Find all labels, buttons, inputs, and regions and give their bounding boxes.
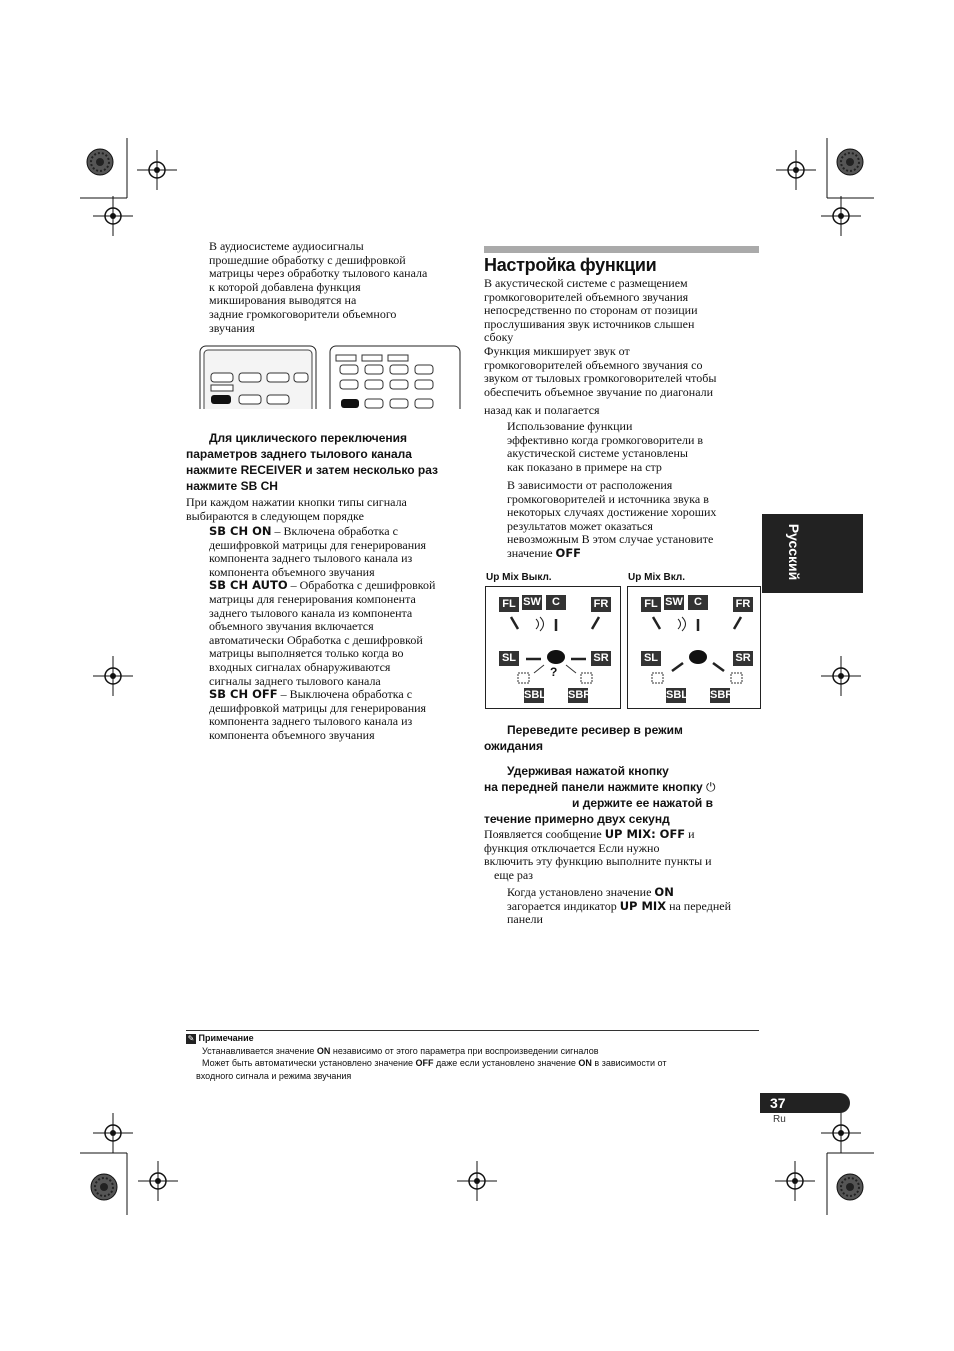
diagram-on-arrows <box>628 587 760 708</box>
sb-ch-auto-key: SB CH AUTO <box>209 578 288 593</box>
left-intro: В аудиосистеме аудиосигналы прошедшие обработку с дешифровкой матрицы через обработку тылового канала к которой добавлена функция микширования выводятся на задние громкоговорители объемного звучания <box>209 239 428 335</box>
page-lang: Ru <box>773 1114 786 1125</box>
step-2: Удерживая нажатой кнопку на передней панели нажмите кнопку ⏻ и держите ее нажатой в течение примерно двух секунд <box>484 764 716 826</box>
diagram-upmix-on: FL SW C FR SL SR SBL SBR <box>627 586 761 709</box>
diagram-off-label: Up Mix Выкл. <box>486 572 552 583</box>
remote-control-illustration <box>199 345 461 409</box>
note-indicator: Когда установлено значение ON загорается индикатор UP MIX на передней панели <box>507 885 732 927</box>
sb-ch-options: SB CH ON – Включена обработка с дешифровкой матрицы для генерирования компонента заднего тылового канала из компонента объемного звучания SB CH AUTO – Обработка с дешифровкой матрицы для генерирования компонента заднего тылового канала из компонента объемного звучания включается автоматически Обработка с дешифровкой матрицы выполняется только когда во входных сигналах обнаруживаются сигналы заднего тылового канала SB CH OFF – Выключена обработка с дешифровкой матрицы для генерирования компонента заднего тылового канала из компонента объемного звучания <box>209 524 436 742</box>
left-heading: Для циклического переключения параметров заднего тылового канала нажмите RECEIVER и затем несколько раз нажмите SB CH <box>186 431 438 493</box>
section-rule <box>484 246 759 253</box>
sb-ch-on-key: SB CH ON <box>209 524 272 538</box>
note-usage: Использование функции эффективно когда громкоговорители в акустической системе установлены как показано в примере на стр <box>507 419 704 474</box>
page-number-badge: 37 <box>760 1093 850 1113</box>
section-title: Настройка функции <box>484 255 657 275</box>
left-para: При каждом нажатии кнопки типы сигнала выбираются в следующем порядке <box>186 495 407 523</box>
diagram-off-arrows <box>486 587 620 708</box>
footer-rule <box>186 1030 759 1031</box>
step-2-result: Появляется сообщение UP MIX: OFF и функция отключается Если нужно включить эту функцию выполните пункты и еще раз <box>484 827 712 882</box>
power-icon: ⏻ <box>706 780 716 794</box>
right-intro: В акустической системе с размещением громкоговорителей объемного звучания непосредственно по сторонам от позиции прослушивания звук источников слышен сбоку Функция микширует звук от громкоговорителей объемного звучания со звуком от тыловых громкоговорителей чтобы обеспечить объемное звучание по диагонали назад как и полагается <box>484 276 717 418</box>
language-tab: Русский <box>762 514 863 593</box>
note-placement: В зависимости от расположения громкоговорителей и источника звука в некоторых случаях достижение хороших результатов может оказаться невозможным В этом случае установите значение OFF <box>507 478 717 560</box>
note-icon: ✎ <box>187 1033 195 1043</box>
sb-ch-off-key: SB CH OFF <box>209 687 278 702</box>
diagram-on-label: Up Mix Вкл. <box>628 572 686 583</box>
diagram-upmix-off: FL SW C FR SL SR SBL SBR ? <box>485 586 621 709</box>
footer-note: ✎ Примечание Устанавливается значение ON независимо от этого параметра при воспроизведении сигналов Может быть автоматически установлено значение OFF даже если установлено значение ON в зависимости от входного сигнала и режима звучания <box>187 1033 667 1081</box>
step-1: Переведите ресивер в режим ожидания <box>484 723 683 753</box>
